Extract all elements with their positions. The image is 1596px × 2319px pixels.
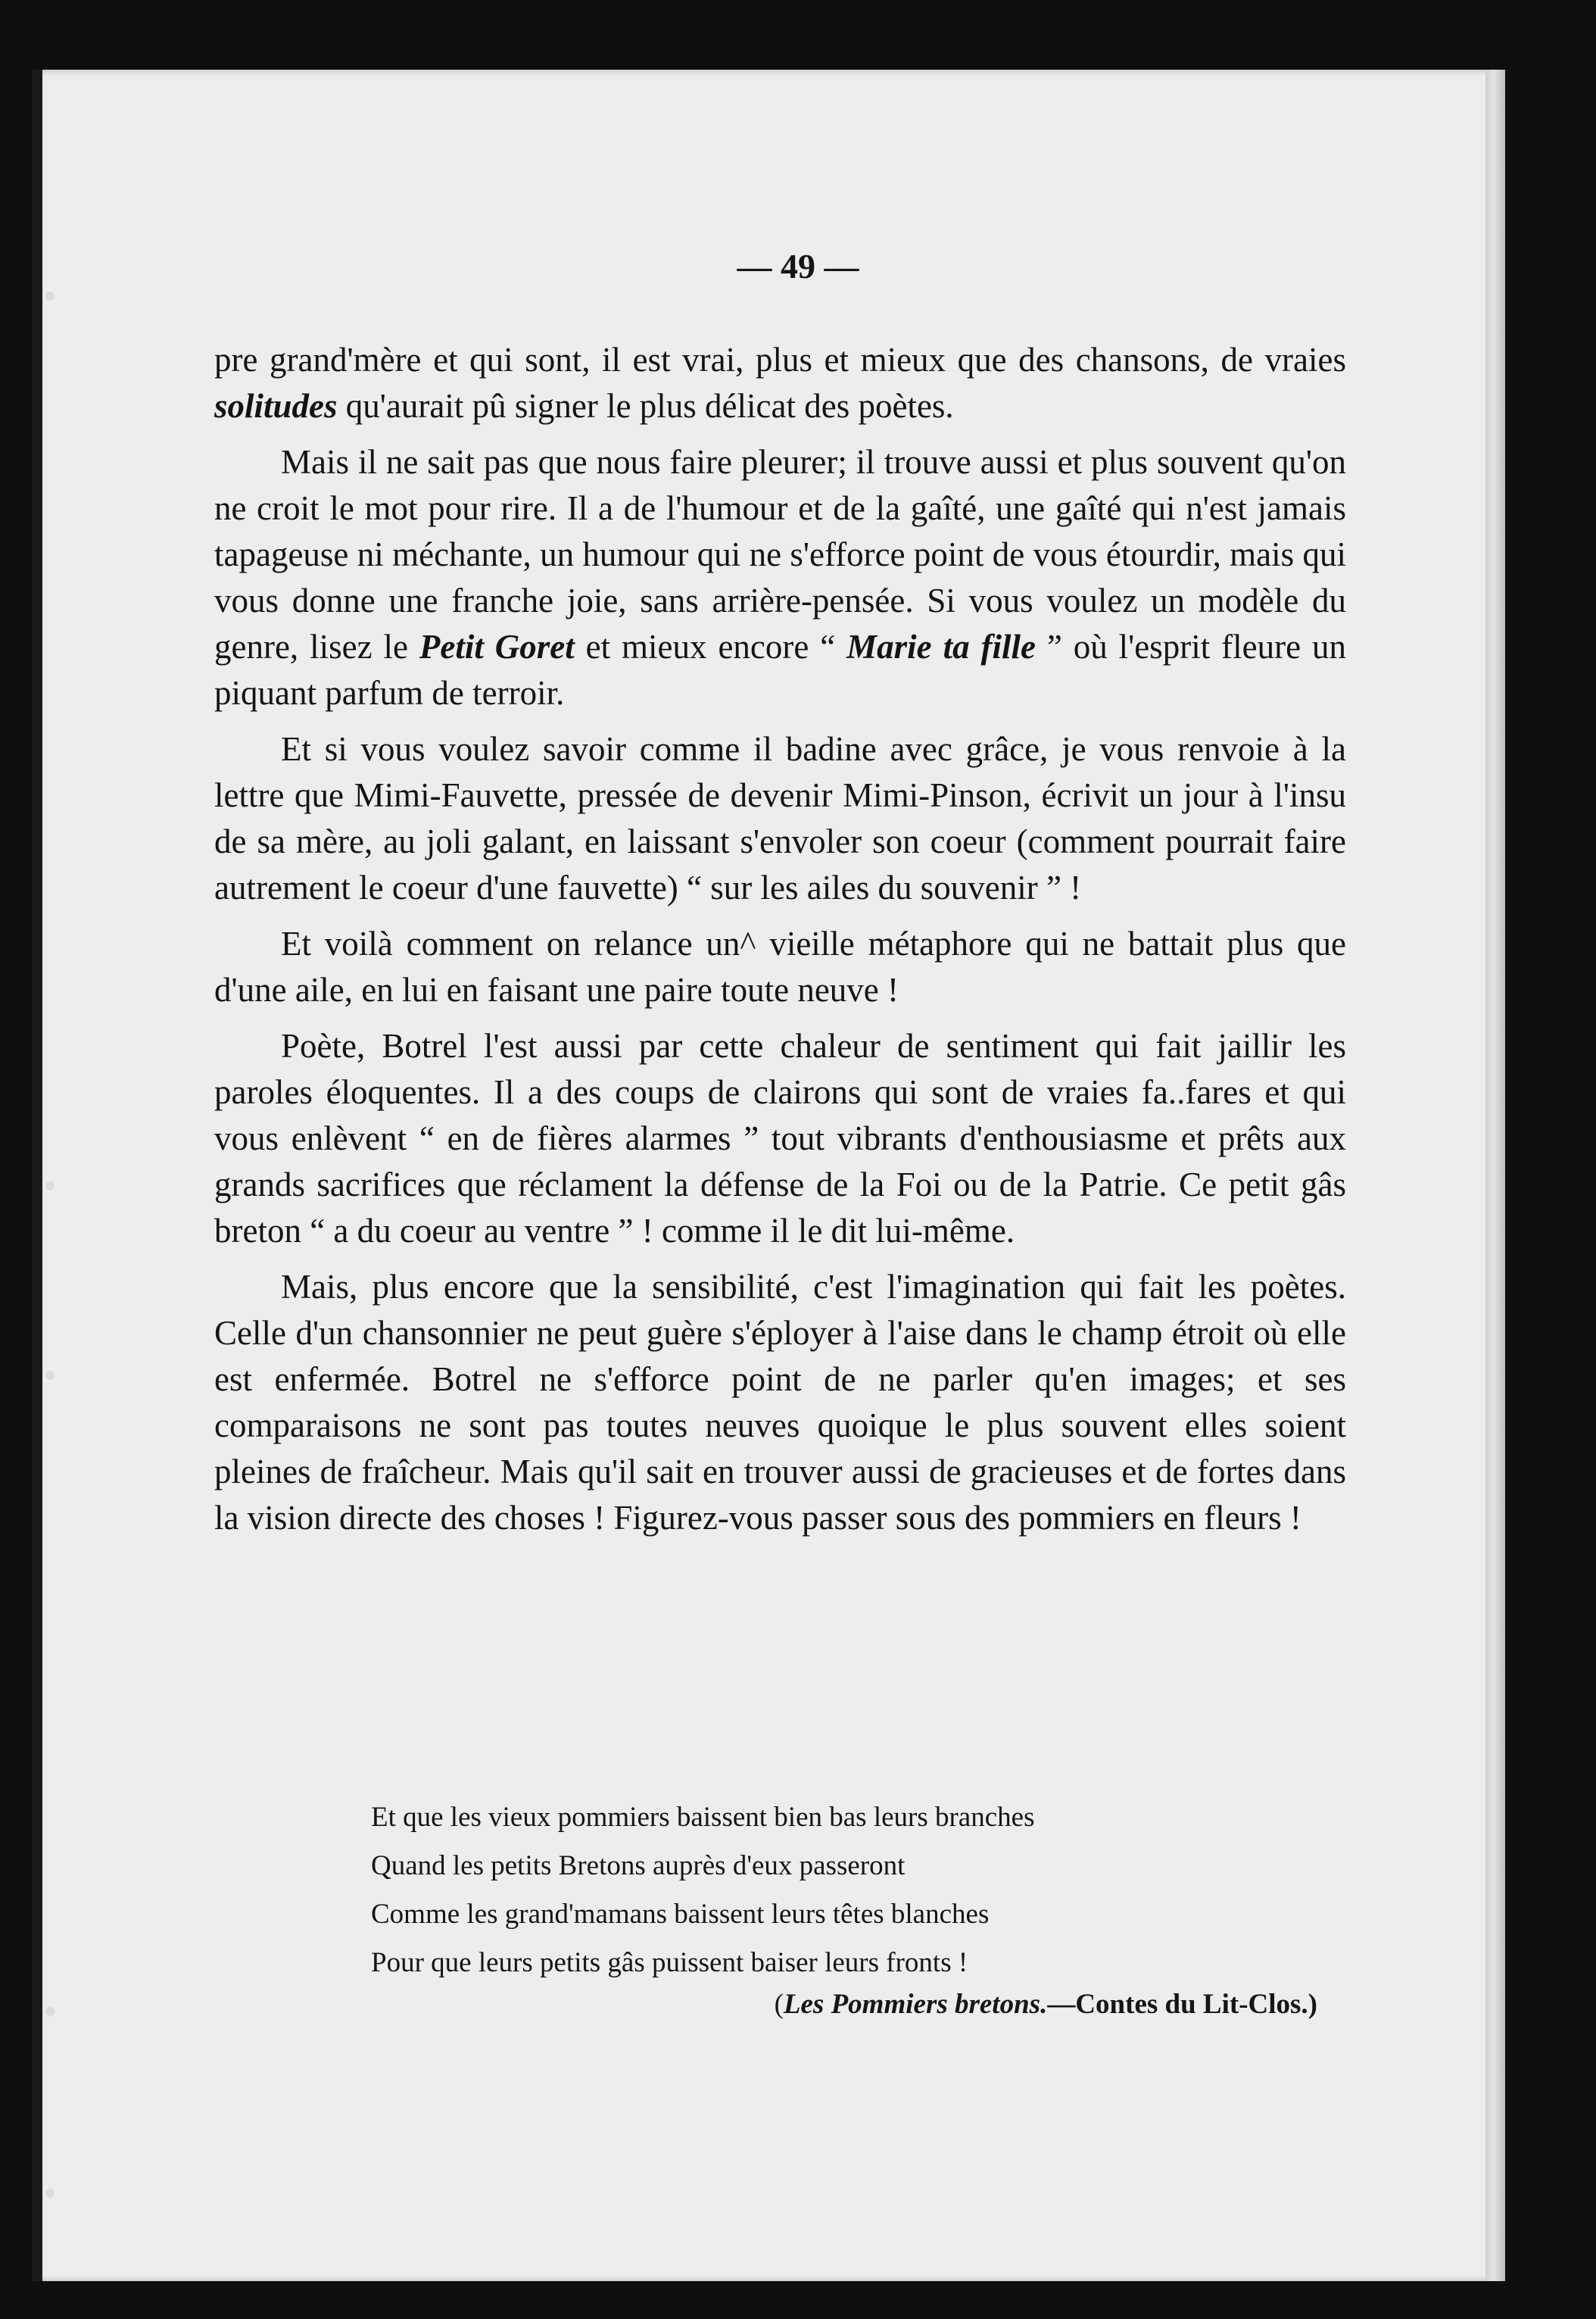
paragraph (214, 439, 1346, 716)
text-run: Et voilà comment on relance un^ vieille métaphore qui ne battait plus que d'une aile, en lui en faisant une paire toute neuve ! (214, 925, 1346, 1009)
paragraph (214, 921, 1346, 1013)
citation-open: ( (774, 1989, 784, 2020)
page-number: — 49 — (737, 247, 859, 286)
text-run: qu'aurait pû signer le plus délicat des poètes. (337, 387, 954, 425)
binding-hole (45, 2189, 55, 2198)
citation-title: Les Pommiers bretons. (783, 1989, 1048, 2020)
binding-hole (45, 2007, 55, 2016)
paragraph (214, 726, 1346, 911)
text-run: Poète, Botrel l'est aussi par cette chaleur de sentiment qui fait jaillir les paroles éloquentes. Il a des coups de clairons qui sont de vraies fa..fares et qui vous enlèvent “ en de fières alarmes ” tout vibrants d'enthousiasme et prêts aux grands sacrifices que réclament la défense de la Foi ou de la Patrie. Ce petit gâs breton “ a du coeur au ventre ” ! comme il le dit lui-même. (214, 1027, 1346, 1250)
citation-source: —Contes du Lit-Clos.) (1047, 1989, 1317, 2020)
page-edge-shadow (1485, 70, 1505, 2281)
binding-hole (45, 292, 55, 301)
italic-title: Marie ta fille (846, 628, 1036, 666)
verse-line: Pour que leurs petits gâs puissent baiser leurs fronts ! (371, 1947, 968, 1978)
binding-hole (45, 1181, 55, 1191)
italic-title: solitudes (214, 387, 338, 425)
paragraph (214, 1023, 1346, 1254)
text-run: et mieux encore “ (574, 628, 847, 666)
text-run: Mais, plus encore que la sensibilité, c'est l'imagination qui fait les poètes. Celle d'un chansonnier ne peut guère s'éployer à l'aise dans le champ étroit où elle est enfermée. Botrel ne s'efforce point de ne parler qu'en images; et ses comparaisons ne sont pas toutes neuves quoique le plus souvent elles soient pleines de fraîcheur. Mais qu'il sait en trouver aussi de gracieuses et de fortes dans la vision directe des choses ! Figurez-vous passer sous des pommiers en fleurs ! (214, 1268, 1346, 1537)
body-text (214, 337, 1346, 1551)
text-run: Mais il ne sait pas que nous faire pleurer; il trouve aussi et plus souvent qu'on ne croit le mot pour rire. Il a de l'humour et de la gaîté, une gaîté qui n'est jamais tapageuse ni méchante, un humour qui ne s'efforce point de vous étourdir, mais qui vous donne une franche joie, sans arrière-pensée. Si vous voulez un modèle du genre, lisez le (214, 443, 1346, 666)
verse-citation (371, 1988, 1317, 2021)
text-run: pre grand'mère et qui sont, il est vrai, plus et mieux que des chansons, de vraies (214, 341, 1346, 379)
text-run: ” où l'esprit fleure un piquant parfum de terroir. (214, 628, 1346, 712)
text-run: Et si vous voulez savoir comme il badine avec grâce, je vous renvoie à la lettre que Mimi-Fauvette, pressée de devenir Mimi-Pinson, écrivit un jour à l'insu de sa mère, au joli galant, en laissant s'envoler son coeur (comment pourrait faire autrement le coeur d'une fauvette) “ sur les ailes du souvenir ” ! (214, 730, 1346, 907)
italic-title: Petit Goret (419, 628, 575, 666)
verse-line: Comme les grand'mamans baissent leurs têtes blanches (371, 1899, 990, 1930)
verse-line: Et que les vieux pommiers baissent bien bas leurs branches (371, 1802, 1035, 1833)
paragraph (214, 1264, 1346, 1541)
verse-line: Quand les petits Bretons auprès d'eux passeront (371, 1850, 906, 1881)
paragraph (214, 337, 1346, 429)
verse-quotation (371, 1793, 1355, 1987)
binding-hole (45, 1371, 55, 1380)
